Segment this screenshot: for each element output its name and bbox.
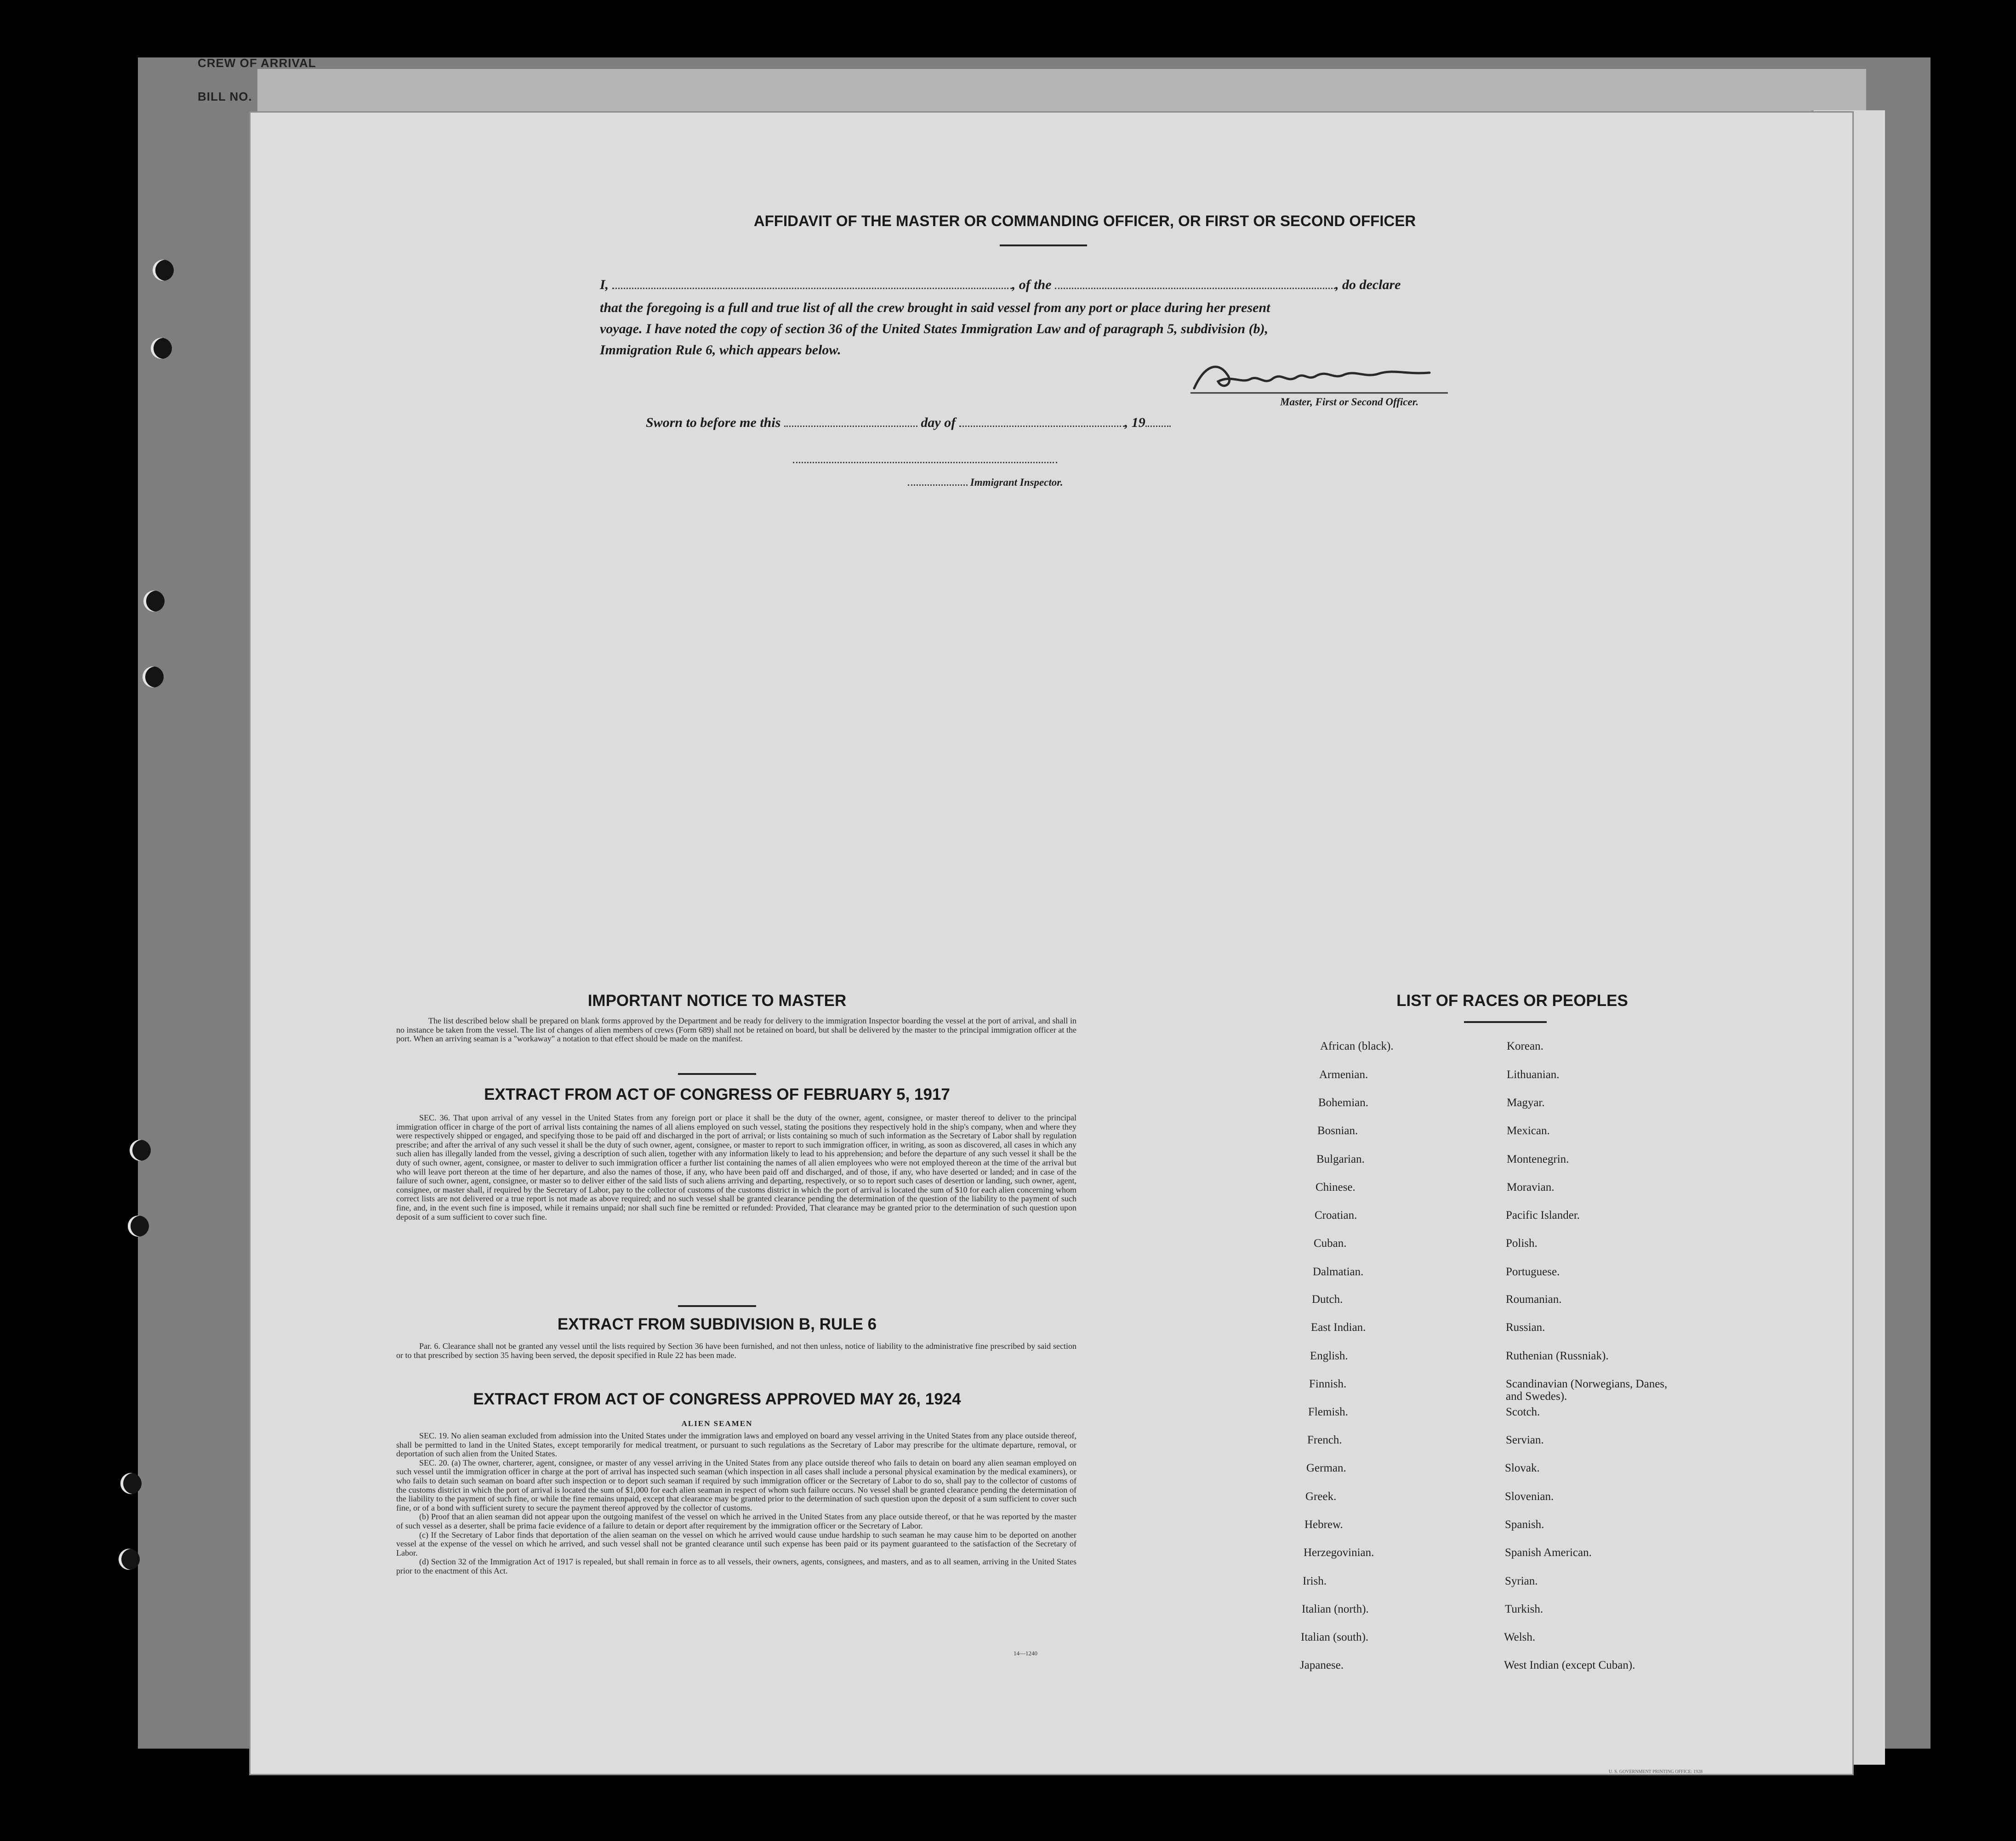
- binder-hole-icon: [120, 1473, 142, 1494]
- race-entry: Welsh.: [1504, 1631, 1536, 1643]
- sworn-line: [646, 415, 1171, 431]
- affidavit-line-2: that the foregoing is a full and true list of all the crew brought in said vessel from any port or place during her present: [600, 300, 1270, 315]
- affidavit-line-3: voyage. I have noted the copy of section 36 of the United States Immigration Law and of paragraph 5, subdivision (b),: [600, 321, 1269, 336]
- affidavit-i: I,: [600, 277, 609, 292]
- race-entry: Syrian.: [1505, 1575, 1538, 1587]
- race-entry: Italian (south).: [1301, 1631, 1369, 1643]
- race-entry: Herzegovinian.: [1304, 1546, 1374, 1559]
- race-entry: Irish.: [1303, 1575, 1327, 1587]
- affidavit-line-4: Immigration Rule 6, which appears below.: [600, 342, 841, 358]
- race-entry: Roumanian.: [1506, 1293, 1562, 1306]
- affidavit-do-declare: , do declare: [1335, 277, 1401, 292]
- binder-hole-icon: [143, 591, 165, 612]
- bill-no-label: BILL NO.: [198, 90, 252, 103]
- race-entry: Bohemian.: [1318, 1097, 1369, 1109]
- races-title: LIST OF RACES OR PEOPLES: [1396, 992, 1628, 1010]
- section-20d-text: (d) Section 32 of the Immigration Act of 1917 is repealed, but shall remain in force as to all vessels, their owners, agents, consignees, and masters, and as to all seamen, arriving in the United States prior to the enactment of this Act.: [396, 1557, 1076, 1575]
- race-entry: Scandinavian (Norwegians, Danes, and Swedes).: [1506, 1378, 1668, 1403]
- race-entry: Dalmatian.: [1313, 1266, 1364, 1278]
- race-entry: Montenegrin.: [1507, 1153, 1569, 1165]
- day-of-text: day of: [921, 415, 956, 430]
- extract-rule6-title: EXTRACT FROM SUBDIVISION B, RULE 6: [557, 1315, 877, 1333]
- race-entry: German.: [1306, 1462, 1346, 1474]
- race-entry: Dutch.: [1312, 1293, 1343, 1306]
- master-signature-label: Master, First or Second Officer.: [1280, 396, 1419, 408]
- year-text: , 19: [1124, 415, 1145, 430]
- master-signature: [1190, 356, 1448, 400]
- crew-of-arrival-label: CREW OF ARRIVAL: [198, 56, 316, 70]
- inspector-dots: [908, 484, 968, 486]
- section-20b-text: (b) Proof that an alien seaman did not appear upon the outgoing manifest of the vessel on which he arrived in the United States from any place outside thereof, or that he was reported by the master of such vessel as a deserter, shall be prima facie evidence of a failure to detain or deport after requirement by the immigration officer or the Secretary of Labor.: [396, 1512, 1076, 1530]
- race-entry: Portuguese.: [1506, 1266, 1560, 1278]
- notice-body: The list described below shall be prepared on blank forms approved by the Department and be ready for delivery to the immigration Inspector boarding the vessel at the port of arrival, and shall in no instance be taken from the vessel. The list of changes of alien members of crews (Form 689) shall not be retained on board, but shall be delivered by the master to the principal immigration officer at the port. When an arriving seaman is a "workaway" a notation to that effect should be made on the manifest.: [396, 1016, 1076, 1044]
- sworn-text: Sworn to before me this: [646, 415, 781, 430]
- printing-office-note: U. S. GOVERNMENT PRINTING OFFICE: 1928: [1609, 1769, 1703, 1774]
- extract-1924-title: EXTRACT FROM ACT OF CONGRESS APPROVED MAY 26, 1924: [473, 1390, 961, 1408]
- alien-seamen-subtitle: ALIEN SEAMEN: [681, 1419, 753, 1428]
- notice-rule: [678, 1073, 756, 1075]
- race-entry: Korean.: [1507, 1040, 1543, 1052]
- race-entry: East Indian.: [1311, 1321, 1366, 1334]
- inspector-signature-blank[interactable]: [793, 462, 1057, 463]
- race-entry: French.: [1307, 1434, 1342, 1446]
- vessel-blank[interactable]: [1055, 288, 1335, 289]
- race-entry: Servian.: [1506, 1434, 1544, 1446]
- race-entry: African (black).: [1320, 1040, 1394, 1052]
- race-entry: English.: [1310, 1350, 1348, 1362]
- sworn-year-blank[interactable]: [1145, 426, 1171, 427]
- race-entry: Turkish.: [1505, 1603, 1543, 1615]
- extract-1917-rule: [678, 1305, 756, 1307]
- race-entry: Polish.: [1506, 1237, 1538, 1250]
- race-entry: Scotch.: [1506, 1406, 1540, 1418]
- race-entry: Croatian.: [1315, 1209, 1357, 1222]
- title-rule: [1000, 244, 1087, 246]
- binder-hole-icon: [153, 260, 174, 281]
- race-entry: Magyar.: [1507, 1097, 1545, 1109]
- binder-hole-icon: [119, 1549, 140, 1570]
- affidavit-of-the: , of the: [1012, 277, 1052, 292]
- affidavit-line-1: [600, 277, 1401, 293]
- race-entry: West Indian (except Cuban).: [1504, 1659, 1635, 1671]
- binder-hole-icon: [151, 338, 172, 359]
- race-entry: Armenian.: [1319, 1068, 1368, 1081]
- name-blank[interactable]: [612, 288, 1012, 289]
- section-19-text: SEC. 19. No alien seaman excluded from admission into the United States under the immigration laws and employed on board any vessel arriving in the United States from any place outside thereof, shall be permitted to land in the United States, except temporarily for medical treatment, or pursuant to such regulations as the Secretary of Labor may prescribe for the ultimate departure, removal, or deportation of such alien from the United States.: [396, 1431, 1076, 1459]
- section-20c-text: (c) If the Secretary of Labor finds that deportation of the alien seaman on the vessel on which he arrived would cause undue hardship to such seaman he may cause him to be deported on another vessel at the expense of the vessel on which he arrived, and such vessel shall not be granted clearance until such expense has been paid or its payment guaranteed to the satisfaction of the Secretary of Labor.: [396, 1530, 1076, 1557]
- binder-hole-icon: [130, 1140, 151, 1161]
- inspector-line: [908, 477, 1063, 489]
- race-entry: Italian (north).: [1302, 1603, 1369, 1615]
- sworn-day-blank[interactable]: [784, 426, 917, 427]
- race-entry: Ruthenian (Russniak).: [1506, 1350, 1609, 1362]
- race-entry: Russian.: [1506, 1321, 1545, 1334]
- race-entry: Hebrew.: [1304, 1518, 1343, 1531]
- sworn-month-blank[interactable]: [959, 426, 1125, 427]
- form-number: 14—1240: [1014, 1650, 1037, 1657]
- binder-hole-icon: [128, 1216, 149, 1237]
- race-entry: Mexican.: [1507, 1125, 1550, 1137]
- race-entry: Spanish.: [1505, 1518, 1544, 1531]
- race-entry: Lithuanian.: [1507, 1068, 1560, 1081]
- extract-1917-title: EXTRACT FROM ACT OF CONGRESS OF FEBRUARY 5, 1917: [484, 1085, 950, 1103]
- race-entry: Flemish.: [1308, 1406, 1348, 1418]
- race-entry: Spanish American.: [1505, 1546, 1592, 1559]
- notice-title: IMPORTANT NOTICE TO MASTER: [587, 992, 847, 1010]
- race-entry: Cuban.: [1314, 1237, 1347, 1250]
- section-20a-text: SEC. 20. (a) The owner, charterer, agent, consignee, or master of any vessel arriving in the United States from any place outside thereof who fails to detain on board any alien seaman employed on such vessel until the immigration officer in charge at the port of arrival has inspected such seaman (which inspection in all cases shall include a personal physical examination by the medical examiners), or who fails to detain such seaman on board after such inspection or to deport such seaman if required by such immigration officer or the Secretary of Labor to do so, shall pay to the collector of customs of the customs district in which the port of arrival is located the sum of $1,000 for each alien seaman in respect of whom such failure occurs. No vessel shall be granted clearance pending the determination of the liability to the payment of such fine, or while the fine remains unpaid, except that clearance may be granted prior to the determination of such question upon the deposit of a sum sufficient to cover such fine, or of a bond with sufficient surety to secure the payment thereof approved by the collector of customs.: [396, 1458, 1076, 1512]
- race-entry: Bulgarian.: [1316, 1153, 1365, 1165]
- affidavit-title: AFFIDAVIT OF THE MASTER OR COMMANDING OFFICER, OR FIRST OR SECOND OFFICER: [753, 212, 1416, 229]
- extract-1917-body: SEC. 36. That upon arrival of any vessel in the United States from any foreign port or place it shall be the duty of the owner, agent, consignee, or master thereof to deliver to the principal immigration officer in charge of the port of arrival lists containing the names of all aliens employed on such vessel, stating the positions they respectively hold in the ship's company, when and where they were respectively shipped or engaged, and specifying those to be paid off and discharged in the port of arrival; or lists containing so much of such information as the Secretary of Labor shall by regulation prescribe; and after the arrival of any such vessel it shall be the duty of such owner, agent, consignee, or master to report to such immigration officer, in writing, as soon as discovered, all cases in which any such alien has illegally landed from the vessel, giving a description of such alien, together with any information likely to lead to his apprehension; and before the departure of any such vessel it shall be the duty of such owner, agent, consignee, or master to deliver to such immigration officer a further list containing the names of all alien employees who were not employed thereon at the time of the arrival but who will leave port thereon at the time of her departure, and also the names of those, if any, who have been paid off and discharged, and of those, if any, who have deserted or landed; and in case of the failure of such owner, agent, consignee, or master so to deliver either of the said lists of such aliens arriving and departing, respectively, or so to report such cases of desertion or landing, such owner, agent, consignee, or master shall, if required by the Secretary of Labor, pay to the collector of customs of the customs district in which the port of arrival is located the sum of $10 for each alien concerning whom correct lists are not delivered or a true report is not made as above required; and no such vessel shall be granted clearance pending the determination of the question of the liability to the payment of such fine, and, in the event such fine is imposed, while it remains unpaid; nor shall such fine be remitted or refunded: Provided, That clearance may be granted prior to the determination of such question upon deposit of a sum sufficient to cover such fine.: [396, 1113, 1076, 1222]
- race-entry: Moravian.: [1507, 1181, 1555, 1193]
- race-entry: Bosnian.: [1317, 1125, 1358, 1137]
- race-entry: Slovak.: [1505, 1462, 1540, 1474]
- races-rule: [1464, 1021, 1547, 1023]
- race-entry: Finnish.: [1309, 1378, 1347, 1390]
- race-entry: Greek.: [1305, 1490, 1337, 1503]
- inspector-label: Immigrant Inspector.: [970, 477, 1063, 488]
- binder-hole-icon: [142, 666, 164, 688]
- extract-rule6-body: Par. 6. Clearance shall not be granted any vessel until the lists required by Section 36 have been furnished, and not then unless, notice of liability to the administrative fine prescribed by said section or to that prescribed by section 35 having been served, the deposit specified in Rule 22 has been made.: [396, 1341, 1076, 1360]
- race-entry: Chinese.: [1316, 1181, 1355, 1193]
- extract-1924-body: [396, 1432, 1076, 1576]
- race-entry: Slovenian.: [1505, 1490, 1554, 1503]
- race-entry: Pacific Islander.: [1506, 1209, 1580, 1222]
- race-entry: Japanese.: [1300, 1659, 1344, 1671]
